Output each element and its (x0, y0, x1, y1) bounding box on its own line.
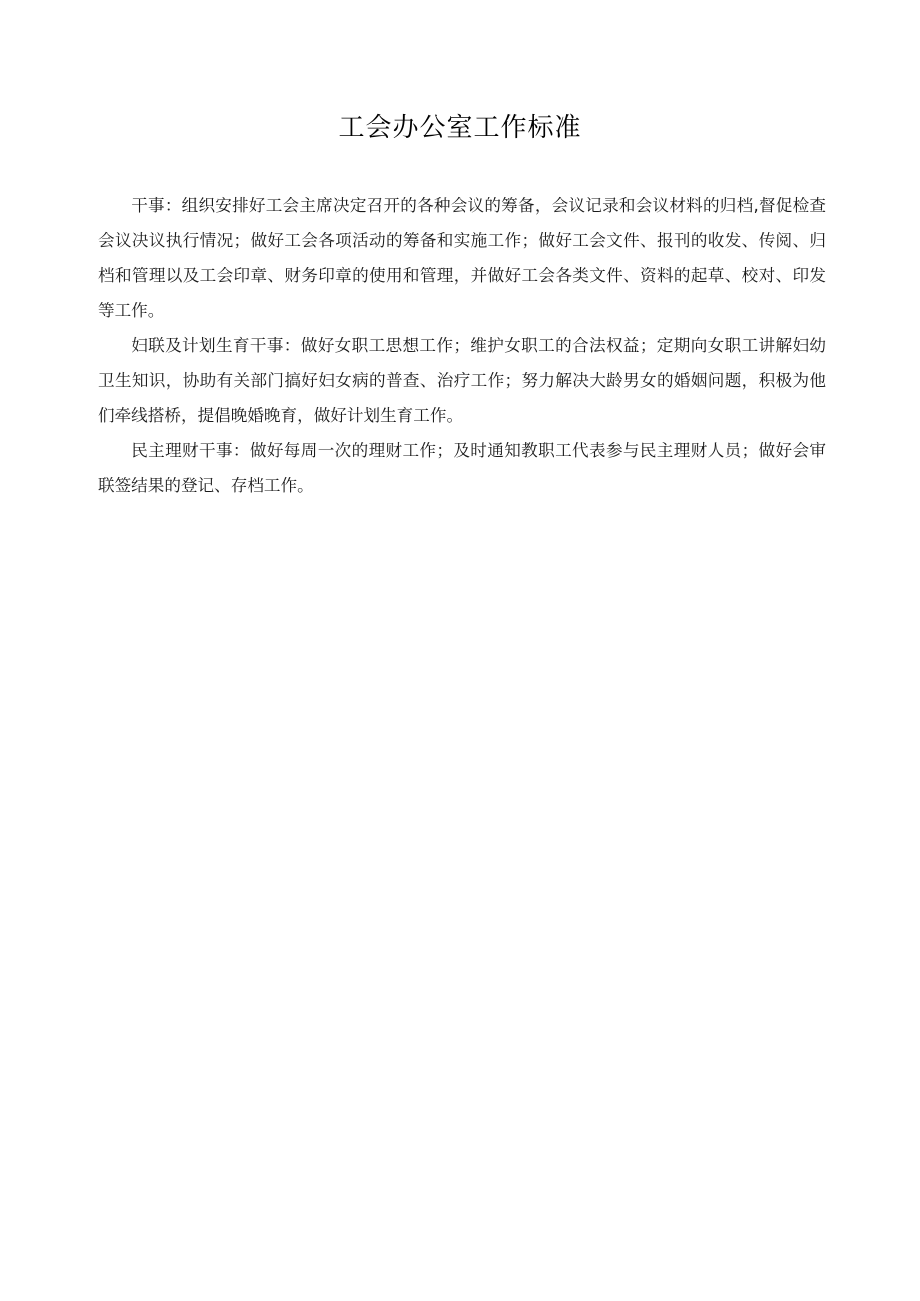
paragraph-womens-federation-duties: 妇联及计划生育干事：做好女职工思想工作；维护女职工的合法权益；定期向女职工讲解妇幼卫生知识，协助有关部门搞好妇女病的普查、治疗工作；努力解决大龄男女的婚姻问题，积极为他们牵线搭桥，提倡晚婚晚育，做好计划生育工作。 (98, 336, 826, 425)
document-body (98, 188, 826, 503)
paragraph-financial-management-duties: 民主理财干事：做好每周一次的理财工作；及时通知教职工代表参与民主理财人员；做好会审联签结果的登记、存档工作。 (98, 441, 826, 495)
paragraph-clerk-duties: 干事：组织安排好工会主席决定召开的各种会议的筹备，会议记录和会议材料的归档,督促检查会议决议执行情况；做好工会各项活动的筹备和实施工作；做好工会文件、报刊的收发、传阅、归档和管理以及工会印章、财务印章的使用和管理，并做好工会各类文件、资料的起草、校对、印发等工作。 (98, 196, 826, 320)
document-title: 工会办公室工作标准 (338, 113, 582, 143)
